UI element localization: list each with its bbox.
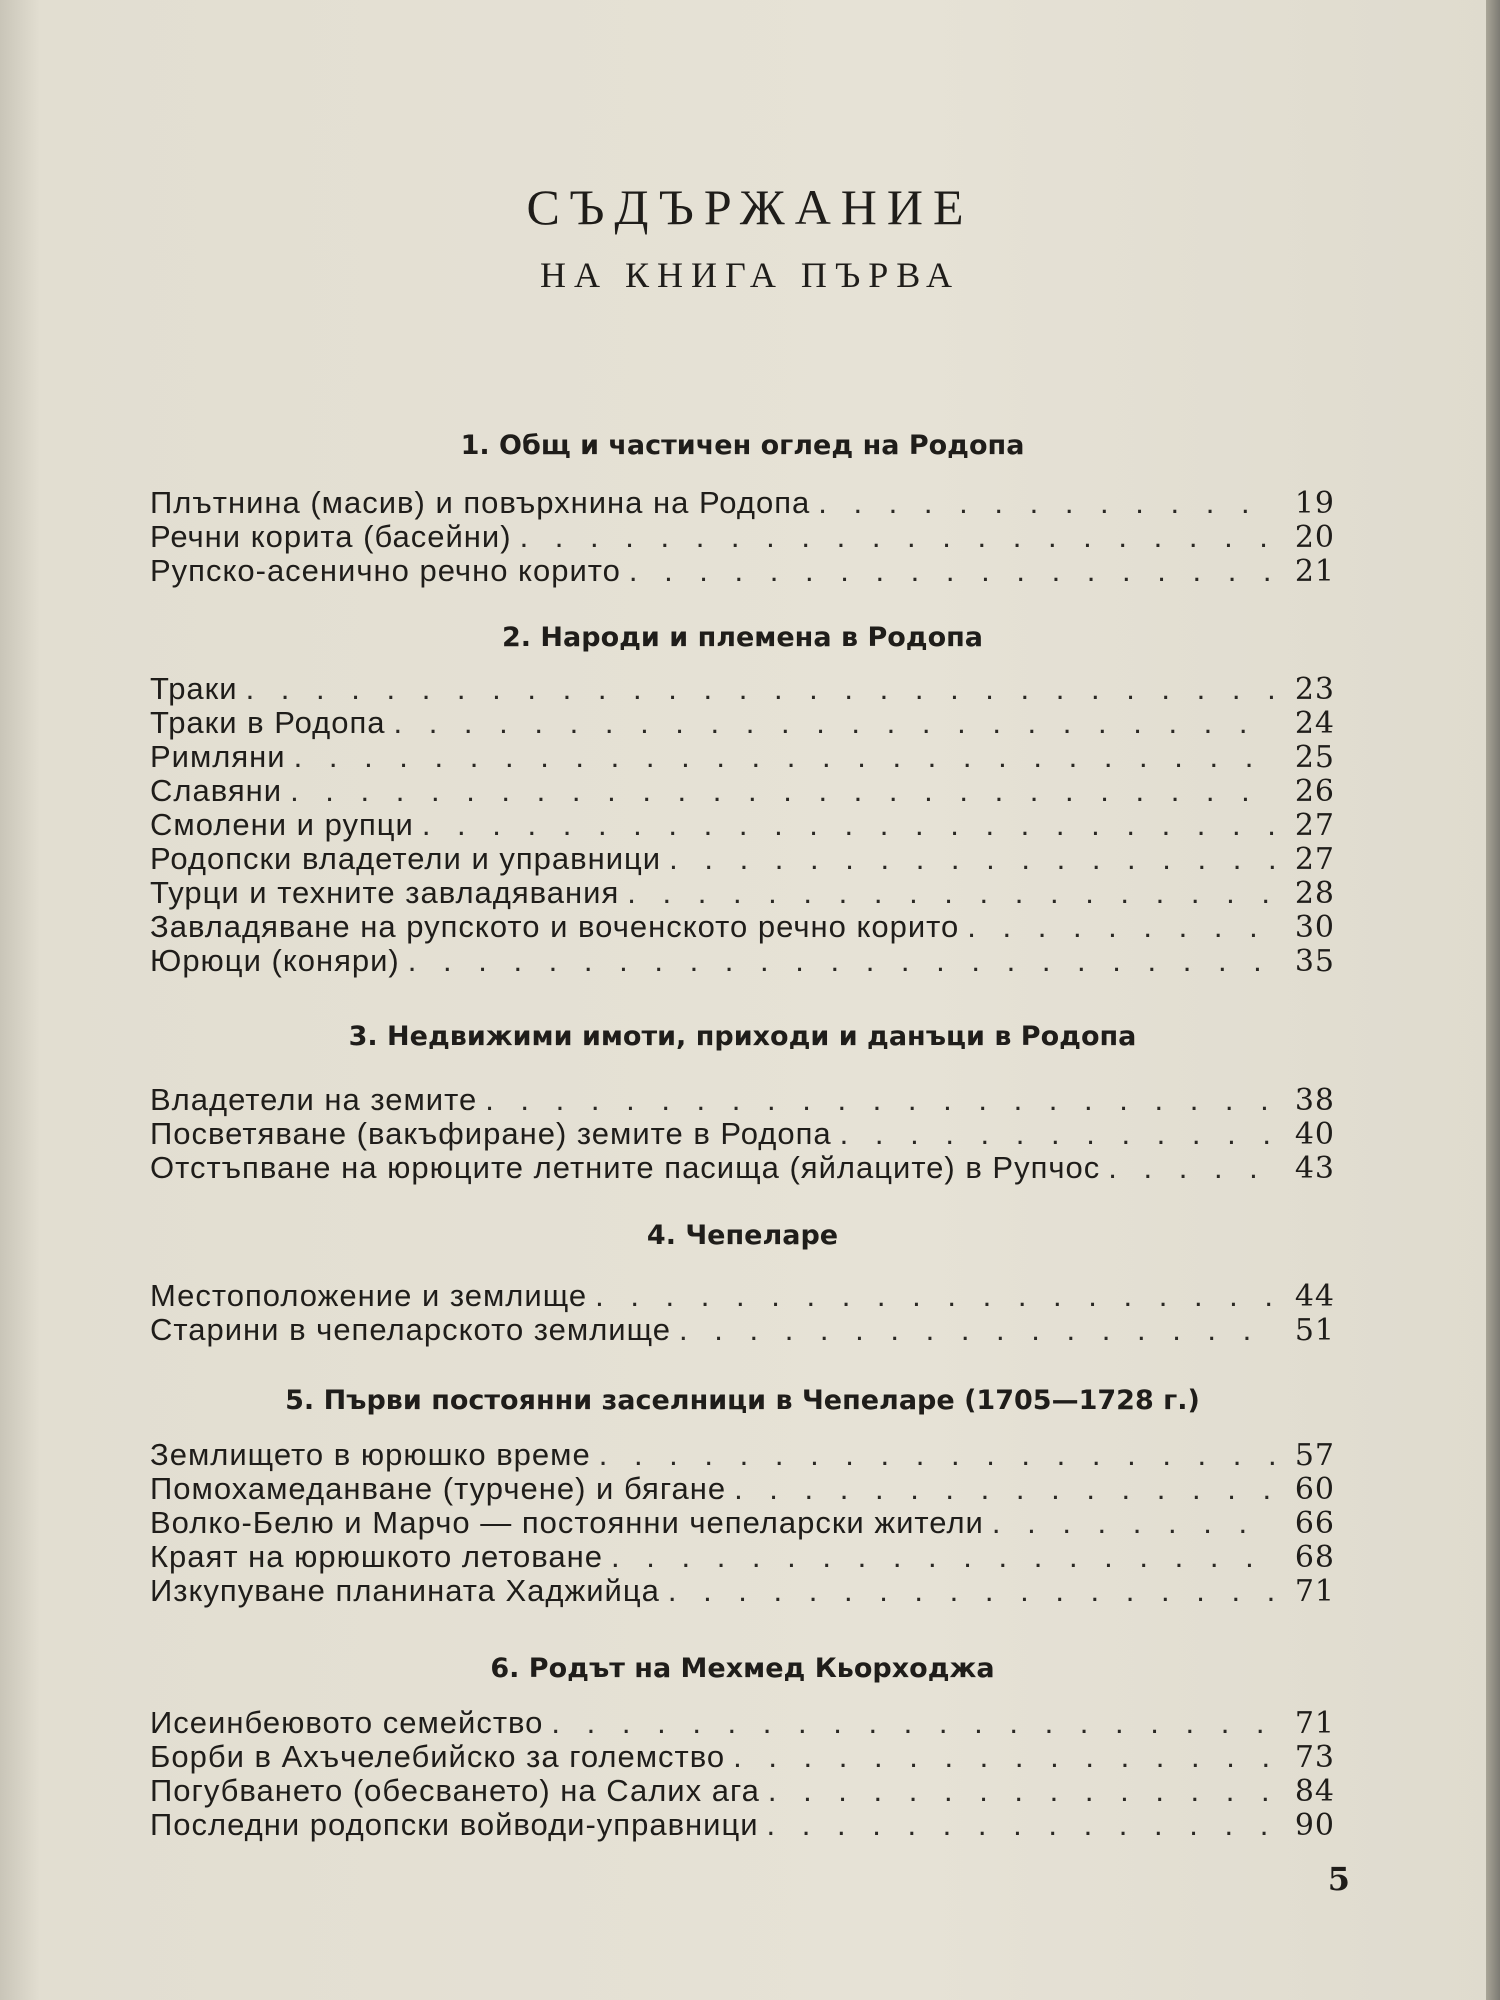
section-entries-6 bbox=[150, 1705, 1335, 1841]
entry-title: Последни родопски войводи-управници bbox=[150, 1807, 759, 1842]
toc-entry bbox=[150, 519, 1335, 553]
page-edge bbox=[1486, 0, 1500, 2000]
section-heading-5: 5. Първи постоянни заселници в Чепеларе (1705—1728 г.) bbox=[285, 1385, 1200, 1416]
entry-page: 60 bbox=[1294, 1472, 1335, 1507]
toc-entry bbox=[150, 1505, 1335, 1539]
toc-entry bbox=[150, 671, 1335, 705]
entry-page: 68 bbox=[1294, 1540, 1335, 1575]
entry-title: Краят на юрюшкото летоване bbox=[150, 1539, 604, 1574]
page-title: СЪДЪРЖАНИЕ bbox=[526, 179, 974, 235]
toc-entry bbox=[150, 553, 1335, 587]
toc-entry bbox=[150, 807, 1335, 841]
entry-title: Траки в Родопа bbox=[150, 705, 386, 740]
dot-leader bbox=[818, 485, 1275, 521]
toc-entry bbox=[150, 485, 1335, 519]
entry-title: Славяни bbox=[150, 773, 283, 808]
entry-page: 90 bbox=[1294, 1808, 1335, 1843]
dot-leader bbox=[294, 739, 1275, 775]
entry-page: 21 bbox=[1294, 554, 1335, 589]
section-heading-4: 4. Чепеларе bbox=[646, 1220, 839, 1251]
dot-leader bbox=[840, 1116, 1275, 1152]
dot-leader bbox=[520, 519, 1275, 555]
page-number: 5 bbox=[1327, 1860, 1350, 1898]
entry-page: 25 bbox=[1294, 740, 1335, 775]
section-heading-3: 3. Недвижими имоти, приходи и данъци в Родопа bbox=[348, 1021, 1137, 1052]
toc-entry bbox=[150, 909, 1335, 943]
toc-entry bbox=[150, 1471, 1335, 1505]
entry-title: Помохамеданване (турчене) и бягане bbox=[150, 1471, 727, 1506]
entry-page: 28 bbox=[1294, 876, 1335, 911]
toc-entry bbox=[150, 1312, 1335, 1346]
entry-title: Погубването (обесването) на Салих ага bbox=[150, 1773, 760, 1808]
entry-page: 66 bbox=[1294, 1506, 1335, 1541]
dot-leader bbox=[290, 773, 1275, 809]
dot-leader bbox=[668, 1573, 1275, 1609]
entry-page: 44 bbox=[1294, 1279, 1335, 1314]
section-entries-1 bbox=[150, 485, 1335, 587]
entry-title: Плътнина (масив) и повърхнина на Родопа bbox=[150, 485, 811, 520]
toc-entry bbox=[150, 1082, 1335, 1116]
dot-leader bbox=[767, 1807, 1275, 1843]
entry-page: 27 bbox=[1294, 808, 1335, 843]
dot-leader bbox=[1108, 1150, 1275, 1186]
toc-entry bbox=[150, 1807, 1335, 1841]
entry-title: Исеинбеювото семейство bbox=[150, 1705, 544, 1740]
section-heading-6: 6. Родът на Мехмед Кьорходжа bbox=[490, 1653, 995, 1684]
entry-page: 30 bbox=[1294, 910, 1335, 945]
entry-title: Рупско-асенично речно корито bbox=[150, 553, 621, 588]
entry-title: Родопски владетели и управници bbox=[150, 841, 662, 876]
toc-entry bbox=[150, 1705, 1335, 1739]
dot-leader bbox=[246, 671, 1275, 707]
entry-page: 19 bbox=[1294, 486, 1335, 521]
toc-entry bbox=[150, 943, 1335, 977]
entry-page: 40 bbox=[1294, 1117, 1335, 1152]
entry-title: Посветяване (вакъфиране) земите в Родопа bbox=[150, 1116, 832, 1151]
entry-page: 38 bbox=[1294, 1083, 1335, 1118]
dot-leader bbox=[733, 1739, 1275, 1775]
entry-page: 71 bbox=[1294, 1574, 1335, 1609]
entry-page: 71 bbox=[1294, 1706, 1335, 1741]
dot-leader bbox=[422, 807, 1275, 843]
page-subtitle: НА КНИГА ПЪРВА bbox=[539, 255, 961, 295]
entry-title: Отстъпване на юрюците летните пасища (яйлаците) в Рупчос bbox=[150, 1150, 1101, 1185]
entry-title: Завладяване на рупското и воченското речно корито bbox=[150, 909, 960, 944]
entry-title: Землището в юрюшко време bbox=[150, 1437, 591, 1472]
entry-page: 20 bbox=[1294, 520, 1335, 555]
entry-page: 26 bbox=[1294, 774, 1335, 809]
entry-title: Владетели на земите bbox=[150, 1082, 478, 1117]
toc-entry bbox=[150, 1116, 1335, 1150]
toc-entry bbox=[150, 1739, 1335, 1773]
entry-title: Турци и техните завладявания bbox=[150, 875, 620, 910]
section-heading-1: 1. Общ и частичен оглед на Родопа bbox=[460, 430, 1025, 461]
section-entries-3 bbox=[150, 1082, 1335, 1184]
dot-leader bbox=[599, 1437, 1275, 1473]
entry-page: 43 bbox=[1294, 1151, 1335, 1186]
dot-leader bbox=[992, 1505, 1275, 1541]
toc-entry bbox=[150, 1278, 1335, 1312]
dot-leader bbox=[629, 553, 1275, 589]
dot-leader bbox=[734, 1471, 1275, 1507]
toc-entry bbox=[150, 1539, 1335, 1573]
dot-leader bbox=[768, 1773, 1275, 1809]
section-entries-5 bbox=[150, 1437, 1335, 1607]
toc-entry bbox=[150, 1150, 1335, 1184]
entry-title: Речни корита (басейни) bbox=[150, 519, 512, 554]
dot-leader bbox=[669, 841, 1275, 877]
toc-entry bbox=[150, 705, 1335, 739]
entry-page: 73 bbox=[1294, 1740, 1335, 1775]
entry-title: Изкупуване планината Хаджийца bbox=[150, 1573, 660, 1608]
entry-page: 84 bbox=[1294, 1774, 1335, 1809]
dot-leader bbox=[967, 909, 1275, 945]
entry-title: Старини в чепеларското землище bbox=[150, 1312, 672, 1347]
entry-title: Местоположение и землище bbox=[150, 1278, 588, 1313]
dot-leader bbox=[551, 1705, 1275, 1741]
toc-entry bbox=[150, 841, 1335, 875]
dot-leader bbox=[611, 1539, 1275, 1575]
entry-page: 57 bbox=[1294, 1438, 1335, 1473]
entry-title: Борби в Ахъчелебийско за големство bbox=[150, 1739, 726, 1774]
section-entries-2 bbox=[150, 671, 1335, 977]
entry-page: 51 bbox=[1294, 1313, 1335, 1348]
dot-leader bbox=[393, 705, 1275, 741]
dot-leader bbox=[627, 875, 1275, 911]
entry-page: 35 bbox=[1294, 944, 1335, 979]
section-entries-4 bbox=[150, 1278, 1335, 1346]
entry-title: Траки bbox=[150, 671, 238, 706]
toc-entry bbox=[150, 1773, 1335, 1807]
dot-leader bbox=[408, 943, 1275, 979]
entry-title: Юрюци (коняри) bbox=[150, 943, 400, 978]
entry-title: Волко-Белю и Марчо — постоянни чепеларски жители bbox=[150, 1505, 984, 1540]
toc-entry bbox=[150, 773, 1335, 807]
entry-page: 24 bbox=[1294, 706, 1335, 741]
toc-entry bbox=[150, 739, 1335, 773]
entry-title: Смолени и рупци bbox=[150, 807, 414, 842]
toc-entry bbox=[150, 875, 1335, 909]
toc-entry bbox=[150, 1437, 1335, 1471]
dot-leader bbox=[595, 1278, 1275, 1314]
toc-entry bbox=[150, 1573, 1335, 1607]
section-heading-2: 2. Народи и племена в Родопа bbox=[501, 622, 984, 653]
dot-leader bbox=[485, 1082, 1275, 1118]
dot-leader bbox=[679, 1312, 1275, 1348]
entry-title: Римляни bbox=[150, 739, 286, 774]
entry-page: 27 bbox=[1294, 842, 1335, 877]
entry-page: 23 bbox=[1294, 672, 1335, 707]
